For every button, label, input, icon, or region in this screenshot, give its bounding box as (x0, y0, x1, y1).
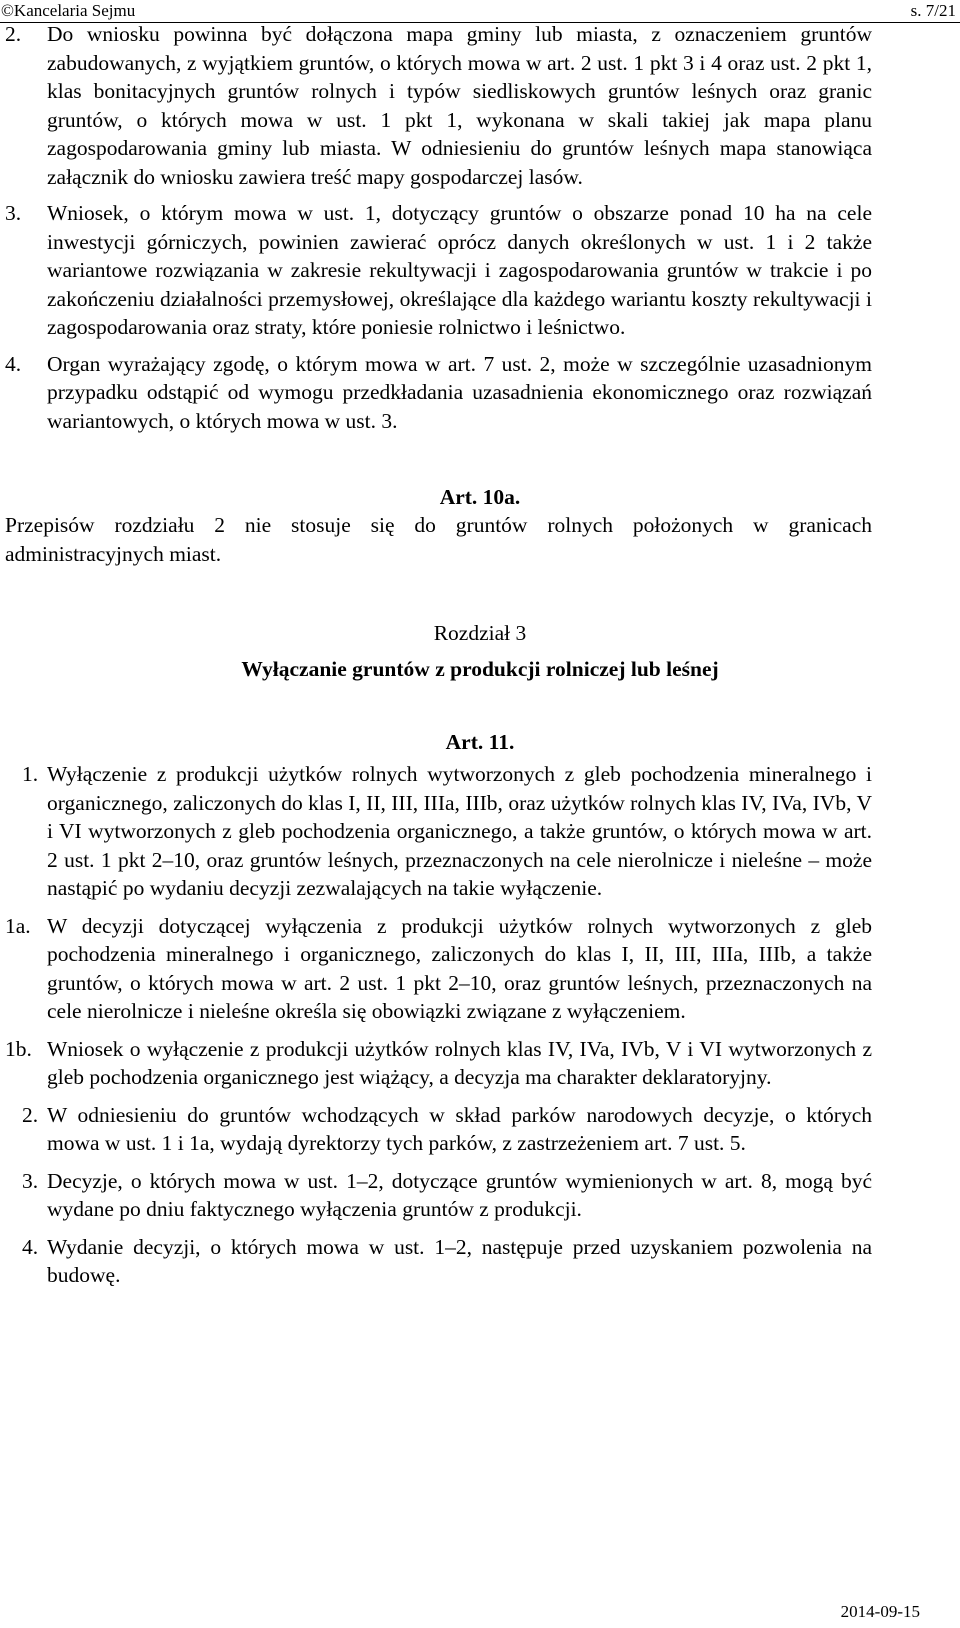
article-11-title: Art. 11. (445, 730, 515, 754)
paragraph-text: Do wniosku powinna być dołączona mapa gminy lub miasta, z oznaczeniem gruntów zabudowanych, z wyjątkiem gruntów, o których mowa w art. 2 ust. 1 pkt 3 i 4 oraz ust. 2 pkt 1, klas bonitacyjnych gruntów rolnych i typów siedliskowych gruntów leśnych oraz granic gruntów, o których mowa w ust. 1 pkt 1, wykonana w skali takiej jak mapa planu zagospodarowania gminy lub miasta. W odniesieniu do gruntów leśnych mapa stanowiąca załącznik do wniosku zawiera treść mapy gospodarczej lasów. (47, 22, 872, 189)
paragraph-number: 2. (22, 1102, 39, 1127)
article-11-item (0, 1035, 960, 1092)
paragraph-number: 1. (22, 762, 39, 786)
paragraph-number: 3. (22, 1168, 39, 1193)
paragraph-text: Wydanie decyzji, o których mowa w ust. 1–2, następuje przed uzyskaniem pozwolenia na budowę. (47, 1234, 872, 1287)
paragraph-text: Decyzje, o których mowa w ust. 1–2, dotyczące gruntów wymienionych w art. 8, mogą być wydane po dniu faktycznego wyłączenia gruntów z produkcji. (47, 1168, 872, 1221)
paragraph-4 (0, 350, 960, 436)
paragraph-text: Wniosek o wyłączenie z produkcji użytków rolnych klas IV, IVa, IVb, V i VI wytworzonych z gleb pochodzenia organicznego jest wiążący, a decyzja ma charakter deklaratoryjny. (47, 1036, 872, 1089)
copyright-label: ©Kancelaria Sejmu (1, 1, 136, 20)
article-11-item (0, 760, 960, 903)
paragraph-number: 4. (22, 1234, 39, 1259)
chapter-label: Rozdział 3 (433, 621, 527, 645)
paragraph-number: 2. (5, 22, 22, 46)
document-body (0, 20, 960, 1290)
chapter-title: Wyłączanie gruntów z produkcji rolniczej lub leśnej (241, 657, 719, 681)
paragraph-text: W decyzji dotyczącej wyłączenia z produkcji użytków rolnych wytworzonych z gleb pochodzenia mineralnego i organicznego, zaliczonych do klas I, II, III, IIIa, IIIb, a także gruntów, o których mowa w art. 2 ust. 1 pkt 2–10, oraz gruntów leśnych, przeznaczonych na cele nierolnicze i nieleśne określa się obowiązki związane z wyłączeniem. (47, 913, 872, 1023)
paragraph-text: Wniosek, o którym mowa w ust. 1, dotyczący gruntów o obszarze ponad 10 ha na cele inwestycji górniczych, powinien zawierać oprócz danych określonych w ust. 1 i 2 także wariantowe rozwiązania w zakresie rekultywacji i zagospodarowania gruntów w trakcie i po zakończeniu działalności przemysłowej, określające dla każdego wariantu koszty rekultywacji i zagospodarowania oraz straty, które poniesie rolnictwo i leśnictwo. (47, 201, 872, 339)
article-10a-text: Przepisów rozdziału 2 nie stosuje się do gruntów rolnych położonych w granicach administracyjnych miast. (5, 513, 872, 566)
paragraph-number: 4. (5, 351, 22, 376)
article-11-item (0, 1101, 960, 1158)
article-11-item (0, 1233, 960, 1290)
document-date: 2014-09-15 (840, 1602, 920, 1621)
article-11-item (0, 1167, 960, 1224)
article-11-item (0, 912, 960, 1026)
paragraph-text: Organ wyrażający zgodę, o którym mowa w art. 7 ust. 2, może w szczególnie uzasadnionym przypadku odstąpić od wymogu przedkładania uzasadnienia ekonomicznego oraz rozwiązań wariantowych, o których mowa w ust. 3. (47, 351, 872, 433)
paragraph-number: 1b. (5, 1036, 32, 1061)
paragraph-text: Wyłączenie z produkcji użytków rolnych wytworzonych z gleb pochodzenia mineralnego i organicznego, zaliczonych do klas I, II, III, IIIa, IIIb, oraz użytków rolnych klas IV, IVa, IVb, V i VI wytworzonych z gleb pochodzenia organicznego, a także gruntów, o których mowa w art. 2 ust. 1 pkt 2–10, oraz gruntów leśnych, przeznaczonych na cele nierolnicze i nieleśne – może nastąpić po wydaniu decyzji zezwalających na takie wyłączenie. (47, 762, 872, 900)
paragraph-number: 1a. (5, 913, 31, 938)
paragraph-3 (0, 199, 960, 342)
page-number: s. 7/21 (910, 1, 956, 20)
paragraph-number: 3. (5, 201, 22, 225)
article-10a-title: Art. 10a. (439, 485, 521, 509)
paragraph-text: W odniesieniu do gruntów wchodzących w skład parków narodowych decyzje, o których mowa w ust. 1 i 1a, wydają dyrektorzy tych parków, z zastrzeżeniem art. 7 ust. 5. (47, 1102, 872, 1155)
paragraph-2 (0, 20, 960, 191)
